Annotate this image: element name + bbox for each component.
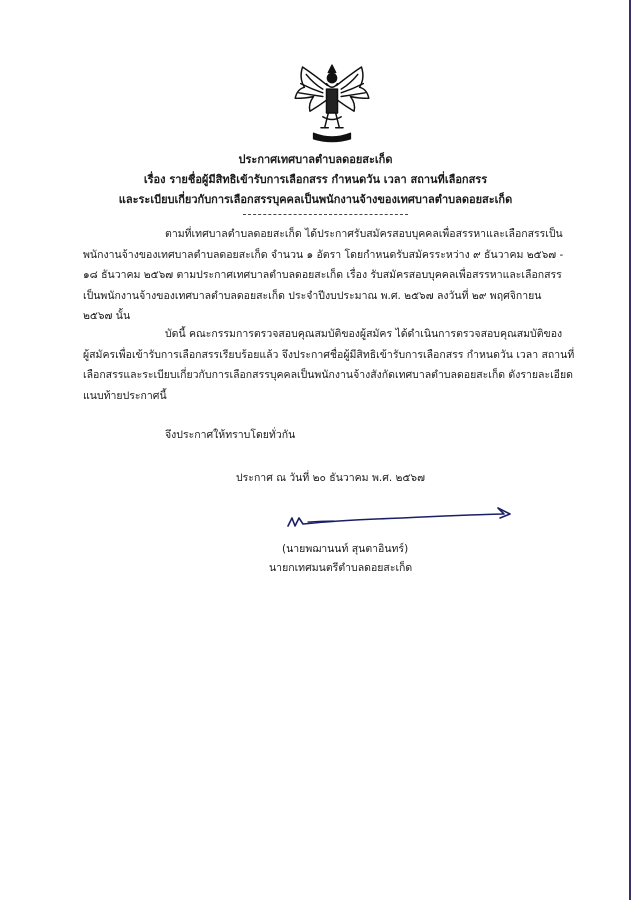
signatory-name: (นายพฌานนท์ สุนตาอินทร์) (282, 543, 409, 555)
paragraph-line: พนักงานจ้างของเทศบาลตำบลดอยสะเก็ด จำนวน ๑ อัตรา โดยกำหนดรับสมัครระหว่าง ๙ ธันวาคม ๒๕๖๗ - (83, 248, 564, 261)
header-subject-cont: และระเบียบเกี่ยวกับการเลือกสรรบุคคลเป็นพนักงานจ้างของเทศบาลตำบลดอยสะเก็ด (118, 193, 513, 206)
paragraph-line: บัดนี้ คณะกรรมการตรวจสอบคุณสมบัติของผู้สมัคร ได้ดำเนินการตรวจสอบคุณสมบัติของ (165, 328, 563, 340)
signature-image (282, 500, 522, 534)
paragraph-background (83, 224, 564, 327)
paragraph-line: ผู้สมัครเพื่อเข้ารับการเลือกสรรเรียบร้อยแล้ว จึงประกาศชื่อผู้มีสิทธิเข้ารับการเลือกสรร กำหนดวัน เวลา สถานที่ (83, 348, 575, 361)
paragraph-line: เป็นพนักงานจ้างของเทศบาลตำบลดอยสะเก็ด ประจำปีงบประมาณ พ.ศ. ๒๕๖๗ ลงวันที่ ๒๙ พฤศจิกายน (83, 289, 542, 302)
header-divider (243, 214, 408, 215)
signatory-title: นายกเทศมนตรีตำบลดอยสะเก็ด (269, 562, 413, 574)
paragraph-line: ตามที่เทศบาลตำบลดอยสะเก็ด ได้ประกาศรับสมัครสอบบุคคลเพื่อสรรหาและเลือกสรรเป็น (165, 228, 563, 240)
paragraph-line: แนบท้ายประกาศนี้ (83, 389, 167, 402)
announcement-date: ประกาศ ณ วันที่ ๒๐ ธันวาคม พ.ศ. ๒๕๖๗ (236, 472, 425, 484)
announcement-header (0, 150, 631, 210)
paragraph-line: ๑๘ ธันวาคม ๒๕๖๗ ตามประกาศเทศบาลตำบลดอยสะเก็ด เรื่อง รับสมัครสอบบุคคลเพื่อสรรหาและเลือกสรร (83, 269, 562, 281)
paragraph-announcement (83, 324, 575, 406)
garuda-emblem-icon (286, 56, 378, 148)
header-subject: เรื่อง รายชื่อผู้มีสิทธิเข้ารับการเลือกสรร กำหนดวัน เวลา สถานที่เลือกสรร (143, 173, 488, 186)
paragraph-line: ๒๕๖๗ นั้น (83, 310, 131, 322)
paragraph-line: จึงประกาศให้ทราบโดยทั่วกัน (165, 429, 296, 441)
paragraph-line: เลือกสรรและระเบียบเกี่ยวกับการเลือกสรรบุคคลเป็นพนักงานจ้างสังกัดเทศบาลตำบลดอยสะเก็ด ดังรายละเอียด (83, 369, 573, 381)
header-title: ประกาศเทศบาลตำบลดอยสะเก็ด (238, 153, 393, 166)
paragraph-closing (83, 425, 553, 446)
